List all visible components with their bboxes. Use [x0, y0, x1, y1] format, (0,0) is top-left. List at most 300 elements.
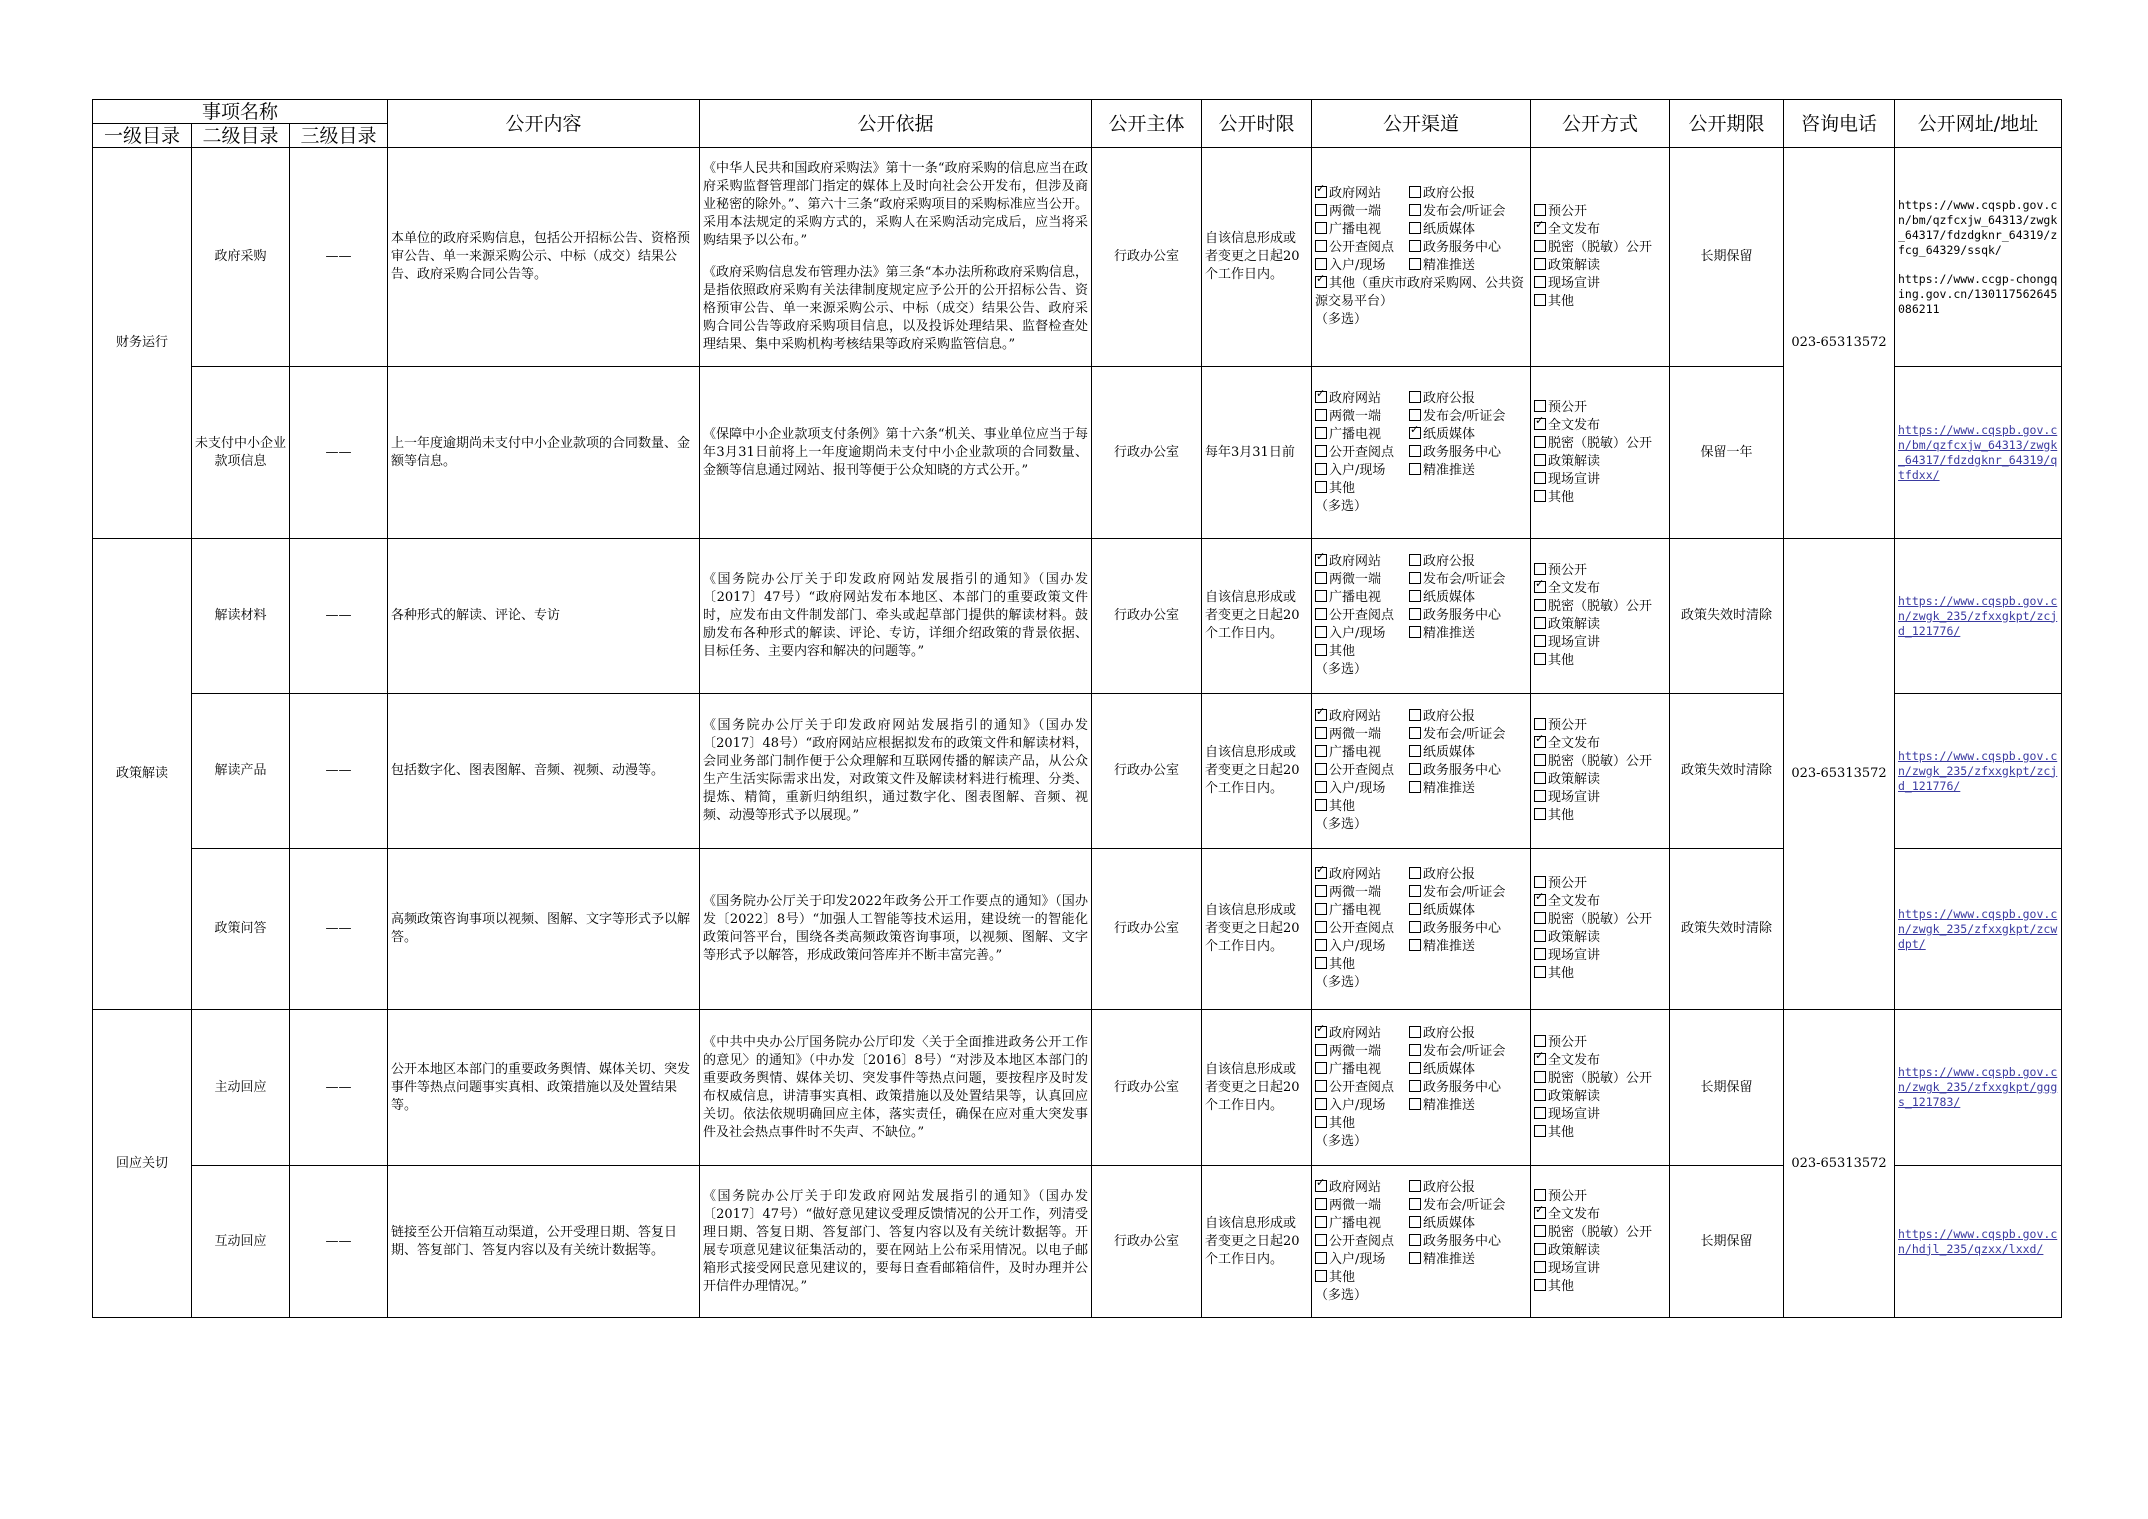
unchecked-box-icon[interactable] [1315, 799, 1327, 811]
unchecked-box-icon[interactable] [1315, 1252, 1327, 1264]
checkbox-option[interactable] [1315, 1079, 1409, 1097]
unchecked-box-icon[interactable] [1315, 1080, 1327, 1092]
checkbox-label: 预公开 [1548, 718, 1588, 733]
checkbox-option[interactable] [1315, 625, 1409, 643]
level2-cell: 互动回应 [192, 1166, 290, 1318]
public-url-link[interactable] [1898, 594, 2058, 639]
checkbox-option[interactable] [1315, 902, 1409, 920]
url-cell[interactable] [1895, 539, 2062, 694]
unchecked-box-icon[interactable] [1315, 258, 1327, 270]
unchecked-box-icon[interactable] [1409, 186, 1421, 198]
checkbox-option[interactable] [1409, 185, 1527, 203]
checkbox-option[interactable] [1409, 780, 1527, 798]
unchecked-box-icon[interactable] [1534, 563, 1546, 575]
unchecked-box-icon[interactable] [1534, 294, 1546, 306]
checked-box-icon[interactable] [1315, 186, 1327, 198]
checkbox-option[interactable] [1409, 938, 1527, 956]
checkbox-option[interactable] [1315, 1097, 1409, 1115]
checkbox-option[interactable] [1315, 257, 1409, 275]
checkbox-option[interactable] [1534, 789, 1666, 807]
unchecked-box-icon[interactable] [1534, 772, 1546, 784]
period-cell: 政策失效时清除 [1670, 694, 1784, 849]
channel-cell [1312, 1010, 1531, 1166]
checkbox-option[interactable] [1409, 1043, 1527, 1061]
public-url-link[interactable] [1898, 1065, 2058, 1110]
unchecked-box-icon[interactable] [1534, 276, 1546, 288]
checkbox-option[interactable] [1534, 717, 1666, 735]
unchecked-box-icon[interactable] [1409, 867, 1421, 879]
unchecked-box-icon[interactable] [1315, 745, 1327, 757]
checkbox-option[interactable] [1409, 239, 1527, 257]
checkbox-option[interactable] [1409, 257, 1527, 275]
checkbox-label: 其他 [1329, 957, 1356, 972]
checkbox-option[interactable] [1534, 275, 1666, 293]
checked-box-icon[interactable] [1534, 418, 1546, 430]
unchecked-box-icon[interactable] [1409, 391, 1421, 403]
checkbox-option[interactable] [1534, 293, 1666, 311]
unchecked-box-icon[interactable] [1534, 1261, 1546, 1273]
checked-box-icon[interactable] [1409, 427, 1421, 439]
unchecked-box-icon[interactable] [1534, 258, 1546, 270]
checkbox-label: 其他（重庆市政府采购网、公共资源交易平台） [1315, 276, 1525, 309]
unchecked-box-icon[interactable] [1534, 1189, 1546, 1201]
url-cell[interactable] [1895, 694, 2062, 849]
unchecked-box-icon[interactable] [1315, 590, 1327, 602]
checkbox-option[interactable] [1534, 771, 1666, 789]
checked-box-icon[interactable] [1315, 867, 1327, 879]
checkbox-option[interactable] [1534, 634, 1666, 652]
unchecked-box-icon[interactable] [1534, 1035, 1546, 1047]
checkbox-label: 纸质媒体 [1423, 222, 1476, 237]
channel-options [1315, 553, 1527, 679]
url-line[interactable]: https://www.cqspb.gov.cn/bm/qzfcxjw_64313/zwgk_64317/fdzdgknr_64319/qtfdxx/ [1898, 422, 2058, 482]
checkbox-option[interactable] [1315, 408, 1409, 426]
unchecked-box-icon[interactable] [1315, 1270, 1327, 1282]
checkbox-option[interactable] [1534, 435, 1666, 453]
unchecked-box-icon[interactable] [1409, 903, 1421, 915]
checkbox-option[interactable] [1409, 607, 1527, 625]
checkbox-option[interactable] [1534, 598, 1666, 616]
unchecked-box-icon[interactable] [1409, 1026, 1421, 1038]
checkbox-option[interactable] [1315, 1197, 1409, 1215]
checkbox-option[interactable] [1315, 480, 1527, 498]
unchecked-box-icon[interactable] [1409, 463, 1421, 475]
url-cell[interactable] [1895, 148, 2062, 367]
basis-cell [700, 1010, 1092, 1166]
checkbox-label: 政务服务中心 [1423, 1233, 1502, 1249]
unchecked-box-icon[interactable] [1534, 876, 1546, 888]
checkbox-option[interactable] [1315, 1269, 1527, 1287]
unchecked-box-icon[interactable] [1409, 1234, 1421, 1246]
unchecked-box-icon[interactable] [1534, 472, 1546, 484]
checked-box-icon[interactable] [1534, 894, 1546, 906]
unchecked-box-icon[interactable] [1534, 617, 1546, 629]
unchecked-box-icon[interactable] [1534, 1225, 1546, 1237]
unchecked-box-icon[interactable] [1409, 222, 1421, 234]
checkbox-option[interactable] [1534, 965, 1666, 983]
unchecked-box-icon[interactable] [1315, 240, 1327, 252]
checkbox-option[interactable] [1315, 643, 1527, 661]
checked-box-icon[interactable] [1315, 709, 1327, 721]
unchecked-box-icon[interactable] [1315, 903, 1327, 915]
checkbox-option[interactable] [1315, 798, 1527, 816]
checkbox-option[interactable] [1409, 744, 1527, 762]
checkbox-label: 预公开 [1548, 204, 1588, 219]
table-body [93, 148, 2062, 1318]
checkbox-option[interactable] [1409, 390, 1527, 408]
checkbox-option[interactable] [1315, 444, 1409, 462]
unchecked-box-icon[interactable] [1315, 763, 1327, 775]
checkbox-option[interactable] [1315, 426, 1409, 444]
unchecked-box-icon[interactable] [1534, 966, 1546, 978]
checkbox-option[interactable] [1534, 257, 1666, 275]
level2-cell: 主动回应 [192, 1010, 290, 1166]
public-url-link[interactable] [1898, 907, 2058, 952]
checked-box-icon[interactable] [1315, 554, 1327, 566]
checkbox-option[interactable] [1534, 1070, 1666, 1088]
unchecked-box-icon[interactable] [1315, 957, 1327, 969]
unchecked-box-icon[interactable] [1315, 1234, 1327, 1246]
unchecked-box-icon[interactable] [1409, 1252, 1421, 1264]
checkbox-option[interactable] [1315, 1115, 1527, 1133]
unchecked-box-icon[interactable] [1534, 204, 1546, 216]
content-cell: 链接至公开信箱互动渠道，公开受理日期、答复日期、答复部门、答复内容以及有关统计数据等。 [388, 1166, 700, 1318]
unchecked-box-icon[interactable] [1315, 939, 1327, 951]
checkbox-option[interactable] [1534, 1260, 1666, 1278]
unchecked-box-icon[interactable] [1315, 626, 1327, 638]
checkbox-label: 全文发布 [1548, 1052, 1601, 1068]
unchecked-box-icon[interactable] [1409, 1062, 1421, 1074]
unchecked-box-icon[interactable] [1534, 1279, 1546, 1291]
unchecked-box-icon[interactable] [1409, 709, 1421, 721]
subject-cell: 行政办公室 [1092, 1010, 1202, 1166]
checked-box-icon[interactable] [1534, 736, 1546, 748]
unchecked-box-icon[interactable] [1315, 204, 1327, 216]
checkbox-option[interactable] [1315, 203, 1409, 221]
checkbox-option[interactable] [1409, 726, 1527, 744]
checkbox-option[interactable] [1409, 1251, 1527, 1269]
mode-cell [1531, 367, 1670, 539]
checkbox-option[interactable] [1315, 956, 1527, 974]
unchecked-box-icon[interactable] [1315, 608, 1327, 620]
unchecked-box-icon[interactable] [1409, 554, 1421, 566]
public-url-link[interactable] [1898, 198, 2058, 317]
url-line[interactable]: https://www.cqspb.gov.cn/hdjl_235/qzxx/lxxd/ [1898, 1226, 2058, 1256]
checkbox-label: 政务服务中心 [1423, 921, 1502, 936]
mode-cell [1531, 694, 1670, 849]
header-phone: 咨询电话 [1784, 100, 1895, 148]
checkbox-option[interactable] [1534, 221, 1666, 239]
unchecked-box-icon[interactable] [1534, 653, 1546, 665]
checkbox-option[interactable] [1315, 553, 1409, 571]
checkbox-option[interactable] [1534, 1188, 1666, 1206]
unchecked-box-icon[interactable] [1409, 727, 1421, 739]
unchecked-box-icon[interactable] [1315, 445, 1327, 457]
url-cell[interactable] [1895, 1010, 2062, 1166]
checkbox-option[interactable] [1409, 1215, 1527, 1233]
checkbox-label: 纸质媒体 [1423, 1061, 1476, 1077]
multi-select-note: （多选） [1315, 312, 1368, 327]
unchecked-box-icon[interactable] [1409, 1098, 1421, 1110]
unchecked-box-icon[interactable] [1409, 1198, 1421, 1210]
checkbox-option[interactable] [1315, 708, 1409, 726]
checkbox-option[interactable] [1315, 1043, 1409, 1061]
unchecked-box-icon[interactable] [1409, 240, 1421, 252]
checkbox-option[interactable] [1409, 221, 1527, 239]
checkbox-label: 广播电视 [1329, 426, 1382, 442]
unchecked-box-icon[interactable] [1315, 463, 1327, 475]
url-line[interactable]: https://www.ccgp-chongqing.gov.cn/130117562645086211 [1898, 271, 2058, 316]
url-line[interactable]: https://www.cqspb.gov.cn/zwgk_235/zfxxgkpt/zcwdpt/ [1898, 906, 2058, 951]
unchecked-box-icon[interactable] [1534, 718, 1546, 730]
checkbox-label: 全文发布 [1548, 894, 1601, 909]
checkbox-option[interactable] [1409, 462, 1527, 480]
public-url-link[interactable] [1898, 423, 2058, 483]
unchecked-box-icon[interactable] [1409, 445, 1421, 457]
checkbox-option[interactable] [1534, 1206, 1666, 1224]
checkbox-option[interactable] [1534, 753, 1666, 771]
checkbox-option[interactable] [1315, 780, 1409, 798]
checkbox-option[interactable] [1409, 571, 1527, 589]
checkbox-option[interactable] [1409, 408, 1527, 426]
unchecked-box-icon[interactable] [1315, 1198, 1327, 1210]
checkbox-option[interactable] [1315, 390, 1409, 408]
unchecked-box-icon[interactable] [1534, 948, 1546, 960]
checkbox-option[interactable] [1409, 553, 1527, 571]
url-cell[interactable] [1895, 1166, 2062, 1318]
checked-box-icon[interactable] [1534, 581, 1546, 593]
checkbox-option[interactable] [1315, 762, 1409, 780]
table-row [93, 539, 2062, 694]
checkbox-option[interactable] [1315, 275, 1527, 311]
disclosure-table [92, 99, 2062, 1318]
checkbox-option[interactable] [1534, 489, 1666, 507]
checkbox-option[interactable] [1409, 426, 1527, 444]
unchecked-box-icon[interactable] [1534, 808, 1546, 820]
unchecked-box-icon[interactable] [1409, 572, 1421, 584]
unchecked-box-icon[interactable] [1315, 921, 1327, 933]
checkbox-option[interactable] [1409, 762, 1527, 780]
checkbox-label: 政策解读 [1548, 930, 1601, 945]
checkbox-label: 政府网站 [1329, 1179, 1382, 1195]
checkbox-label: 脱密（脱敏）公开 [1548, 240, 1653, 255]
url-line[interactable]: https://www.cqspb.gov.cn/zwgk_235/zfxxgkpt/zcjd_121776/ [1898, 748, 2058, 793]
checkbox-option[interactable] [1534, 453, 1666, 471]
unchecked-box-icon[interactable] [1409, 204, 1421, 216]
checkbox-option[interactable] [1409, 1079, 1527, 1097]
unchecked-box-icon[interactable] [1534, 240, 1546, 252]
subject-cell: 行政办公室 [1092, 849, 1202, 1010]
checkbox-option[interactable] [1534, 1224, 1666, 1242]
public-url-link[interactable] [1898, 749, 2058, 794]
unchecked-box-icon[interactable] [1534, 790, 1546, 802]
unchecked-box-icon[interactable] [1315, 885, 1327, 897]
unchecked-box-icon[interactable] [1409, 1216, 1421, 1228]
unchecked-box-icon[interactable] [1409, 626, 1421, 638]
unchecked-box-icon[interactable] [1409, 745, 1421, 757]
checkbox-option[interactable] [1534, 399, 1666, 417]
channel-options [1315, 708, 1527, 834]
checkbox-option[interactable] [1315, 920, 1409, 938]
url-line[interactable]: https://www.cqspb.gov.cn/zwgk_235/zfxxgkpt/zcjd_121776/ [1898, 593, 2058, 638]
unchecked-box-icon[interactable] [1409, 763, 1421, 775]
checkbox-option[interactable] [1534, 807, 1666, 825]
checkbox-option[interactable] [1534, 947, 1666, 965]
time-limit-cell: 自该信息形成或者变更之日起20个工作日内。 [1202, 1166, 1312, 1318]
unchecked-box-icon[interactable] [1409, 1044, 1421, 1056]
checkbox-option[interactable] [1409, 203, 1527, 221]
unchecked-box-icon[interactable] [1534, 599, 1546, 611]
unchecked-box-icon[interactable] [1315, 222, 1327, 234]
unchecked-box-icon[interactable] [1315, 1044, 1327, 1056]
checked-box-icon[interactable] [1315, 391, 1327, 403]
checkbox-option[interactable] [1315, 884, 1409, 902]
unchecked-box-icon[interactable] [1534, 454, 1546, 466]
unchecked-box-icon[interactable] [1315, 1116, 1327, 1128]
unchecked-box-icon[interactable] [1409, 258, 1421, 270]
unchecked-box-icon[interactable] [1315, 644, 1327, 656]
checkbox-option[interactable] [1409, 1233, 1527, 1251]
header-channel: 公开渠道 [1312, 100, 1531, 148]
checkbox-option[interactable] [1409, 625, 1527, 643]
checkbox-option[interactable] [1315, 1025, 1409, 1043]
unchecked-box-icon[interactable] [1534, 912, 1546, 924]
checked-box-icon[interactable] [1534, 1207, 1546, 1219]
unchecked-box-icon[interactable] [1315, 781, 1327, 793]
checkbox-option[interactable] [1315, 571, 1409, 589]
unchecked-box-icon[interactable] [1534, 635, 1546, 647]
unchecked-box-icon[interactable] [1534, 1125, 1546, 1137]
unchecked-box-icon[interactable] [1409, 590, 1421, 602]
checkbox-label: 其他 [1548, 808, 1575, 823]
checkbox-option[interactable] [1409, 866, 1527, 884]
checkbox-option[interactable] [1534, 1242, 1666, 1260]
unchecked-box-icon[interactable] [1534, 1071, 1546, 1083]
checked-box-icon[interactable] [1534, 1053, 1546, 1065]
checkbox-option[interactable] [1409, 1197, 1527, 1215]
unchecked-box-icon[interactable] [1409, 608, 1421, 620]
unchecked-box-icon[interactable] [1534, 436, 1546, 448]
checkbox-option[interactable] [1534, 580, 1666, 598]
checkbox-option[interactable] [1534, 417, 1666, 435]
checkbox-option[interactable] [1534, 875, 1666, 893]
checkbox-option[interactable] [1534, 1088, 1666, 1106]
checkbox-option[interactable] [1534, 616, 1666, 634]
unchecked-box-icon[interactable] [1409, 885, 1421, 897]
checkbox-option[interactable] [1315, 938, 1409, 956]
checked-box-icon[interactable] [1315, 276, 1327, 288]
checkbox-option[interactable] [1315, 744, 1409, 762]
unchecked-box-icon[interactable] [1409, 1180, 1421, 1192]
checkbox-option[interactable] [1315, 607, 1409, 625]
checkbox-label: 公开查阅点 [1329, 444, 1395, 460]
unchecked-box-icon[interactable] [1409, 1080, 1421, 1092]
checkbox-label: 公开查阅点 [1329, 763, 1395, 778]
checkbox-option[interactable] [1315, 1215, 1409, 1233]
public-url-link[interactable] [1898, 1227, 2058, 1257]
checked-box-icon[interactable] [1315, 1180, 1327, 1192]
unchecked-box-icon[interactable] [1315, 1098, 1327, 1110]
checkbox-option[interactable] [1315, 589, 1409, 607]
checkbox-option[interactable] [1315, 462, 1409, 480]
checkbox-option[interactable] [1315, 185, 1409, 203]
checkbox-option[interactable] [1409, 708, 1527, 726]
unchecked-box-icon[interactable] [1315, 409, 1327, 421]
checkbox-option[interactable] [1409, 1025, 1527, 1043]
content-cell: 包括数字化、图表图解、音频、视频、动漫等。 [388, 694, 700, 849]
checkbox-option[interactable] [1534, 203, 1666, 221]
checkbox-option[interactable] [1315, 1251, 1409, 1269]
unchecked-box-icon[interactable] [1315, 727, 1327, 739]
unchecked-box-icon[interactable] [1315, 1062, 1327, 1074]
checkbox-option[interactable] [1315, 1061, 1409, 1079]
level2-cell: 政府采购 [192, 148, 290, 367]
url-cell[interactable] [1895, 849, 2062, 1010]
level2-cell: 解读材料 [192, 539, 290, 694]
checked-box-icon[interactable] [1534, 222, 1546, 234]
checkbox-option[interactable] [1315, 1233, 1409, 1251]
checkbox-option[interactable] [1534, 893, 1666, 911]
url-line[interactable]: https://www.cqspb.gov.cn/bm/qzfcxjw_64313/zwgk_64317/fdzdgknr_64319/zfcg_64329/ssqk/ [1898, 197, 2058, 257]
unchecked-box-icon[interactable] [1534, 1107, 1546, 1119]
unchecked-box-icon[interactable] [1409, 939, 1421, 951]
unchecked-box-icon[interactable] [1315, 481, 1327, 493]
checkbox-option[interactable] [1534, 1124, 1666, 1142]
unchecked-box-icon[interactable] [1534, 1243, 1546, 1255]
unchecked-box-icon[interactable] [1534, 1089, 1546, 1101]
checkbox-option[interactable] [1534, 1106, 1666, 1124]
unchecked-box-icon[interactable] [1534, 930, 1546, 942]
checkbox-option[interactable] [1534, 911, 1666, 929]
checkbox-option[interactable] [1534, 1034, 1666, 1052]
checkbox-option[interactable] [1409, 1097, 1527, 1115]
unchecked-box-icon[interactable] [1315, 1216, 1327, 1228]
checkbox-option[interactable] [1534, 1052, 1666, 1070]
checkbox-option[interactable] [1534, 929, 1666, 947]
checkbox-option[interactable] [1534, 562, 1666, 580]
checkbox-option[interactable] [1409, 444, 1527, 462]
checkbox-option[interactable] [1315, 726, 1409, 744]
unchecked-box-icon[interactable] [1315, 572, 1327, 584]
checkbox-option[interactable] [1409, 589, 1527, 607]
checkbox-option[interactable] [1534, 652, 1666, 670]
checkbox-option[interactable] [1315, 221, 1409, 239]
checkbox-label: 政务服务中心 [1423, 240, 1502, 255]
checkbox-option[interactable] [1409, 1179, 1527, 1197]
unchecked-box-icon[interactable] [1534, 754, 1546, 766]
checkbox-option[interactable] [1534, 1278, 1666, 1296]
unchecked-box-icon[interactable] [1409, 409, 1421, 421]
checkbox-option[interactable] [1409, 920, 1527, 938]
checkbox-option[interactable] [1409, 884, 1527, 902]
checkbox-option[interactable] [1534, 471, 1666, 489]
checkbox-option[interactable] [1534, 735, 1666, 753]
checkbox-option[interactable] [1409, 902, 1527, 920]
unchecked-box-icon[interactable] [1409, 921, 1421, 933]
url-cell[interactable] [1895, 367, 2062, 539]
checkbox-option[interactable] [1534, 239, 1666, 257]
unchecked-box-icon[interactable] [1534, 490, 1546, 502]
checkbox-option[interactable] [1315, 239, 1409, 257]
unchecked-box-icon[interactable] [1534, 400, 1546, 412]
unchecked-box-icon[interactable] [1409, 781, 1421, 793]
checked-box-icon[interactable] [1315, 1026, 1327, 1038]
unchecked-box-icon[interactable] [1315, 427, 1327, 439]
url-line[interactable]: https://www.cqspb.gov.cn/zwgk_235/zfxxgkpt/gggs_121783/ [1898, 1065, 2058, 1109]
checkbox-option[interactable] [1315, 866, 1409, 884]
checkbox-option[interactable] [1409, 1061, 1527, 1079]
checkbox-option[interactable] [1315, 1179, 1409, 1197]
